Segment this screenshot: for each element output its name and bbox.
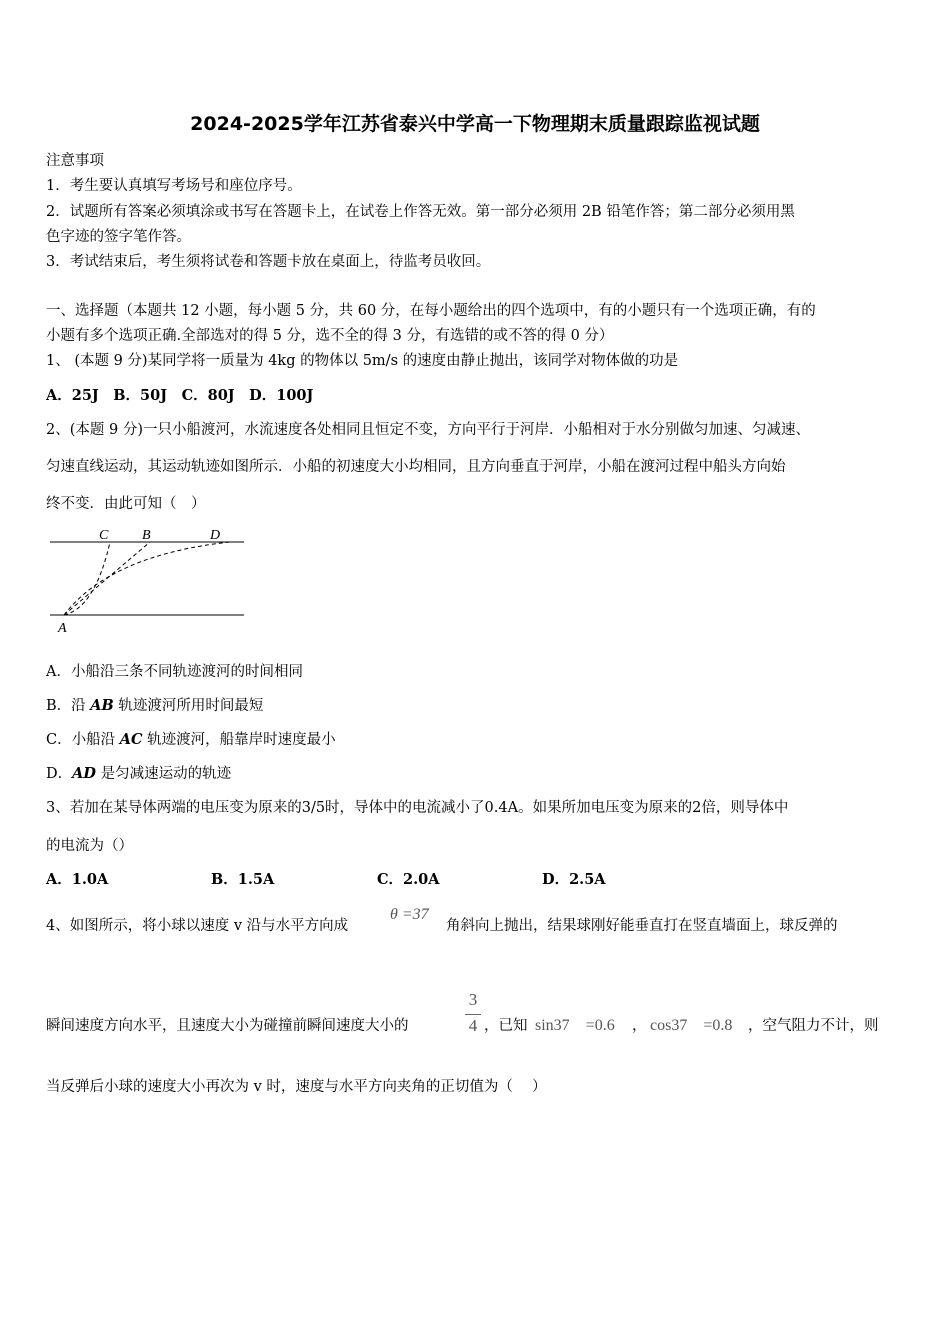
notice-heading: 注意事项 [46,153,104,169]
q4-theta-expression: θ =37 [390,906,429,923]
q2-stem: 2、(本题 9 分)一只小船渡河，水流速度各处相同且恒定不变，方向平行于河岸．小船相对于水分别做匀加速、匀减速、 [46,422,810,438]
label-c: C [99,528,109,543]
q2-option-b: B．沿 AB 轨迹渡河所用时间最短 [46,697,264,714]
q3-option-d: D．2.5A [542,871,606,888]
trajectory-ad [64,542,230,615]
notice-item: 2．试题所有答案必须填涂或书写在答题卡上，在试卷上作答无效。第一部分必须用 2B 铅笔作答；第二部分必须用黑 [46,204,795,220]
fraction-numerator: 3 [468,990,478,1009]
q2-option-c: C．小船沿 AC 轨迹渡河，船靠岸时速度最小 [46,731,336,748]
q4-stem-line1: 4、如图所示，将小球以速度 v 沿与水平方向成 [46,918,349,934]
q3-stem: 的电流为（） [46,838,133,854]
q1-stem: 1、 (本题 9 分)某同学将一质量为 4kg 的物体以 5m/s 的速度由静止抛出，该同学对物体做的功是 [46,353,679,369]
q4-stem-line3: 当反弹后小球的速度大小再次为 v 时，速度与水平方向夹角的正切值为（ ） [46,1079,547,1095]
fraction-denominator: 4 [468,1016,478,1035]
q4-stem-line2: 瞬间速度方向水平，且速度大小为碰撞前瞬间速度大小的 [46,1018,409,1034]
notice-item: 3．考试结束后，考生须将试卷和答题卡放在桌面上，待监考员收回。 [46,254,491,270]
river-trajectory-figure [40,520,255,640]
q2-option-a: A．小船沿三条不同轨迹渡河的时间相同 [46,664,303,680]
trajectory-ac [64,542,110,615]
q3-option-c: C．2.0A [377,871,440,888]
comma: ， [632,1018,647,1034]
q2-option-d: D．AD 是匀减速运动的轨迹 [46,765,232,782]
q1-options: A．25J B．50J C．80J D．100J [46,387,314,404]
sin-expression: sin37 =0.6 [535,1017,615,1034]
q3-option-b: B．1.5A [211,871,275,888]
q3-option-a: A．1.0A [46,871,109,888]
page-title: 2024-2025学年江苏省泰兴中学高一下物理期末质量跟踪监视试题 [190,113,760,135]
q2-stem: 终不变．由此可知（ ） [46,496,206,512]
label-d: D [210,528,221,543]
notice-item: 1．考生要认真填写考场号和座位序号。 [46,178,302,194]
section-heading-cont: 小题有多个选项正确.全部选对的得 5 分，选不全的得 3 分，有选错的或不答的得 0 分） [46,328,614,344]
section-heading: 一、选择题（本题共 12 小题，每小题 5 分，共 60 分，在每小题给出的四个选项中，有的小题只有一个选项正确，有的 [46,303,816,319]
label-a: A [58,621,67,636]
q4-given: ，已知 [484,1018,528,1034]
q4-stem-line1-cont: 角斜向上抛出，结果球刚好能垂直打在竖直墙面上，球反弹的 [446,918,838,934]
q2-stem: 匀速直线运动，其运动轨迹如图所示．小船的初速度大小均相同，且方向垂直于河岸，小船在渡河过程中船头方向始 [46,459,786,475]
fraction-bar [465,1014,481,1015]
q4-stem-line2-cont: ，空气阻力不计，则 [748,1018,879,1034]
q3-stem: 3、若加在某导体两端的电压变为原来的3/5时，导体中的电流减小了0.4A。如果所加电压变为原来的2倍，则导体中 [46,800,789,816]
label-b: B [142,528,151,543]
notice-item: 色字迹的签字笔作答。 [46,229,191,245]
cos-expression: cos37 =0.8 [650,1017,733,1034]
